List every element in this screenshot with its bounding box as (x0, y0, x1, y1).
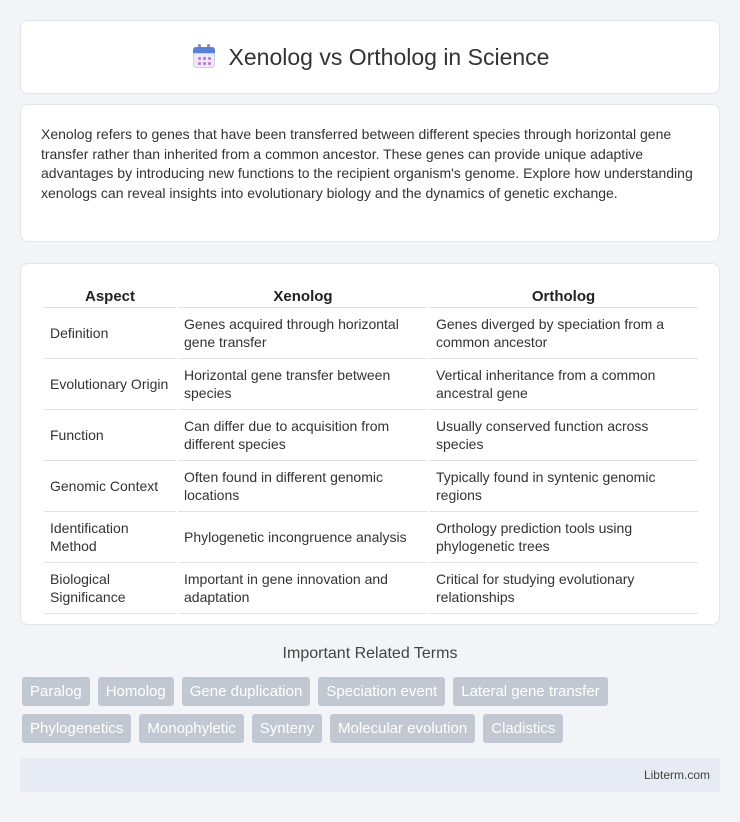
cell-aspect: Biological Significance (43, 563, 177, 614)
tag-monophyletic[interactable]: Monophyletic (139, 714, 243, 743)
related-terms-title: Important Related Terms (282, 645, 458, 662)
tag-molecular-evolution[interactable]: Molecular evolution (330, 714, 475, 743)
header-xenolog: Xenolog (177, 284, 429, 308)
cell-ortholog: Orthology prediction tools using phylogenetic trees (429, 512, 698, 563)
tag-phylogenetics[interactable]: Phylogenetics (22, 714, 131, 743)
table-header-row (43, 284, 698, 308)
table-row (43, 563, 698, 614)
table-row (43, 410, 698, 461)
cell-xenolog: Genes acquired through horizontal gene transfer (177, 308, 429, 359)
header-aspect: Aspect (43, 284, 177, 308)
tag-row (22, 677, 722, 706)
table-row (43, 308, 698, 359)
cell-ortholog: Critical for studying evolutionary relationships (429, 563, 698, 614)
cell-aspect: Evolutionary Origin (43, 359, 177, 410)
comparison-table (42, 284, 698, 614)
page-title: Xenolog vs Ortholog in Science (228, 43, 550, 70)
related-terms (22, 677, 722, 751)
table-row (43, 461, 698, 512)
cell-aspect: Function (43, 410, 177, 461)
table-row (43, 512, 698, 563)
intro-text: Xenolog refers to genes that have been transferred between different species through horizontal gene transfer rather than inherited from a common ancestor. These genes can provide unique adaptive advantages by introducing new functions to the recipient organism's genome. Explore how understanding xenologs can reveal insights into evolutionary biology and the dynamics of genetic exchange. (41, 126, 693, 201)
tag-gene-duplication[interactable]: Gene duplication (182, 677, 311, 706)
header-ortholog: Ortholog (429, 284, 698, 308)
footer (20, 758, 720, 792)
cell-xenolog: Horizontal gene transfer between species (177, 359, 429, 410)
tag-synteny[interactable]: Synteny (252, 714, 322, 743)
cell-ortholog: Typically found in syntenic genomic regions (429, 461, 698, 512)
cell-aspect: Genomic Context (43, 461, 177, 512)
table-row (43, 359, 698, 410)
tag-paralog[interactable]: Paralog (22, 677, 90, 706)
intro-card (20, 104, 720, 242)
cell-aspect: Definition (43, 308, 177, 359)
cell-ortholog: Usually conserved function across species (429, 410, 698, 461)
comparison-card (20, 263, 720, 625)
cell-ortholog: Genes diverged by speciation from a common ancestor (429, 308, 698, 359)
title-card (20, 20, 720, 94)
cell-xenolog: Often found in different genomic locations (177, 461, 429, 512)
tag-homolog[interactable]: Homolog (98, 677, 174, 706)
cell-aspect: Identification Method (43, 512, 177, 563)
footer-link[interactable]: Libterm.com (643, 768, 710, 782)
cell-ortholog: Vertical inheritance from a common ancestral gene (429, 359, 698, 410)
cell-xenolog: Phylogenetic incongruence analysis (177, 512, 429, 563)
tag-speciation-event[interactable]: Speciation event (318, 677, 445, 706)
calendar-icon (191, 44, 217, 70)
tag-cladistics[interactable]: Cladistics (483, 714, 563, 743)
cell-xenolog: Important in gene innovation and adaptation (177, 563, 429, 614)
tag-row (22, 714, 722, 743)
tag-lateral-gene-transfer[interactable]: Lateral gene transfer (453, 677, 607, 706)
cell-xenolog: Can differ due to acquisition from different species (177, 410, 429, 461)
